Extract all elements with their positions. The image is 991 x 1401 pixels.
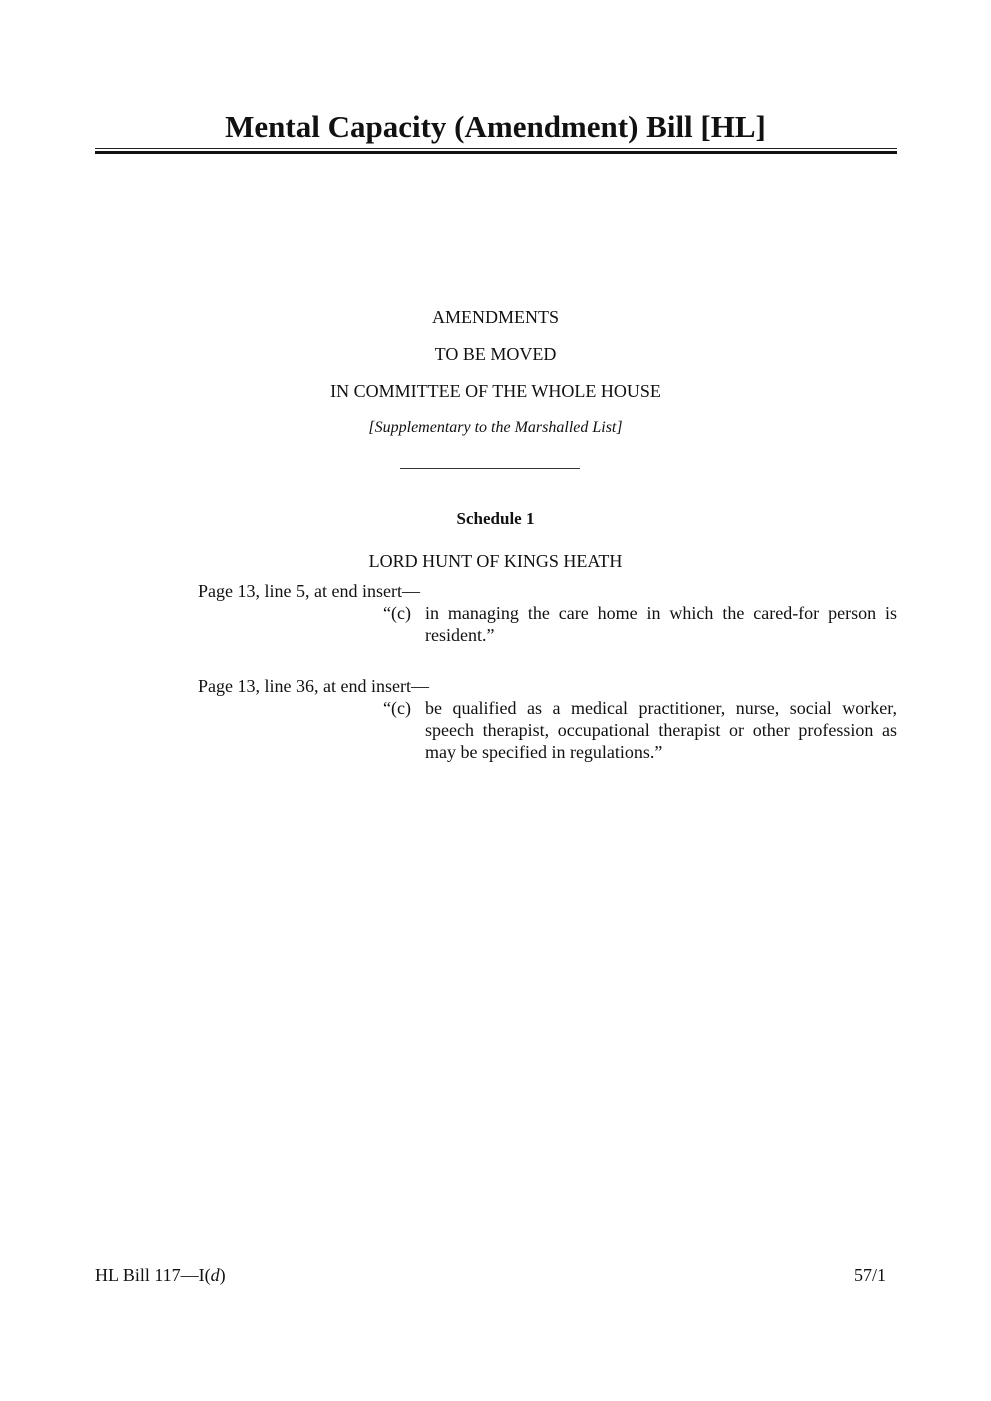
heading-amendments: AMENDMENTS bbox=[431, 307, 559, 327]
item-label: “(c) bbox=[383, 698, 411, 718]
item-text: be qualified as a medical practitioner, nurse, social worker, speech therapist, occupational therapist or other profession as may be specified in regulations.” bbox=[425, 698, 897, 762]
heading-subtitle: [Supplementary to the Marshalled List] bbox=[368, 419, 623, 436]
item-text: in managing the care home in which the cared-for person is resident.” bbox=[425, 603, 897, 645]
amendment-instruction: Page 13, line 36, at end insert— bbox=[198, 676, 429, 696]
bill-ref-italic: d bbox=[210, 1265, 220, 1285]
document-title: Mental Capacity (Amendment) Bill [HL] bbox=[225, 109, 766, 144]
member-name: LORD HUNT OF KINGS HEATH bbox=[368, 551, 623, 571]
title-rule-thin bbox=[95, 148, 897, 149]
bill-ref-text: HL Bill 117—I( bbox=[95, 1265, 211, 1285]
item-label: “(c) bbox=[383, 603, 411, 623]
amendment-instruction: Page 13, line 5, at end insert— bbox=[198, 581, 420, 601]
page-reference: 57/1 bbox=[853, 1265, 886, 1285]
amendment-item bbox=[383, 697, 897, 763]
bill-reference bbox=[95, 1264, 226, 1286]
section-title: Schedule 1 bbox=[456, 509, 535, 528]
bill-ref-end: ) bbox=[219, 1265, 226, 1285]
heading-to-be-moved: TO BE MOVED bbox=[434, 344, 557, 364]
amendment-item bbox=[383, 602, 897, 646]
heading-committee: IN COMMITTEE OF THE WHOLE HOUSE bbox=[330, 381, 661, 401]
section-divider bbox=[400, 468, 580, 469]
title-rule-thick bbox=[95, 151, 897, 154]
